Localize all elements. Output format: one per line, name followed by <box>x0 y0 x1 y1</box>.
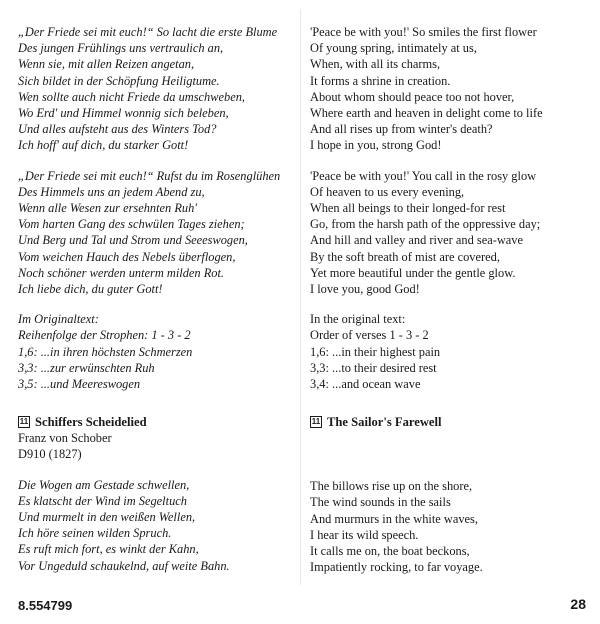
poem-line: It calls me on, the boat beckons, <box>310 544 470 559</box>
poem-line: Wo Erd' und Himmel wonnig sich beleben, <box>18 106 229 121</box>
poem-line: Ich hoff' auf dich, du starker Gott! <box>18 138 189 153</box>
poem-line: And all rises up from winter's death? <box>310 122 493 137</box>
poem-line: Vor Ungeduld schaukelnd, auf weite Bahn. <box>18 558 230 573</box>
poem-line: Order of verses 1 - 3 - 2 <box>310 328 429 343</box>
poem-line: Es ruft mich fort, es winkt der Kahn, <box>18 542 199 557</box>
poem-line: Wen sollte auch nicht Friede da umschweben, <box>18 89 245 104</box>
english-stanza-2 <box>310 168 590 298</box>
poem-line: I love you, good God! <box>310 282 420 297</box>
song-author: Franz von Schober <box>18 431 112 446</box>
poem-line: 3,3: ...to their desired rest <box>310 360 437 375</box>
poem-line: Noch schöner werden unterm milden Rot. <box>18 265 225 280</box>
german-stanza-2 <box>18 168 288 298</box>
german-column <box>18 24 288 574</box>
poem-line: The billows rise up on the shore, <box>310 479 473 494</box>
poem-line: Vom harten Gang des schwülen Tages ziehen; <box>18 217 245 232</box>
poem-line: About whom should peace too not hover, <box>310 89 515 104</box>
german-song-title: Schiffers Scheidelied <box>35 415 147 430</box>
poem-line: Im Originaltext: <box>18 312 99 327</box>
english-original-notes <box>310 311 590 392</box>
poem-line: Where earth and heaven in delight come to life <box>310 106 543 121</box>
poem-line: Wenn sie, mit allen Reizen angetan, <box>18 57 195 72</box>
poem-line: Ich höre seinen wilden Spruch. <box>18 526 172 541</box>
poem-line: Wenn alle Wesen zur ersehnten Ruh' <box>18 201 197 216</box>
poem-line: Sich bildet in der Schöpfung Heiligtume. <box>18 73 220 88</box>
english-column <box>310 24 590 575</box>
poem-line: Go, from the harsh path of the oppressive day; <box>310 217 541 232</box>
poem-line: 3,3: ...zur erwünschten Ruh <box>18 360 155 375</box>
song-catalog: D910 (1827) <box>18 447 82 462</box>
poem-line: Vom weichen Hauch des Nebels überflogen, <box>18 249 236 264</box>
poem-line: When, with all its charms, <box>310 57 441 72</box>
german-stanza-4 <box>18 477 288 574</box>
poem-line: Und murmelt in den weißen Wellen, <box>18 510 196 525</box>
poem-line: Reihenfolge der Strophen: 1 - 3 - 2 <box>18 328 191 343</box>
poem-line: 3,4: ...and ocean wave <box>310 377 421 392</box>
poem-line: I hope in you, strong God! <box>310 138 442 153</box>
poem-line: Impatiently rocking, to far voyage. <box>310 560 483 575</box>
poem-line: Yet more beautiful under the gentle glow. <box>310 265 516 280</box>
poem-line: 1,6: ...in their highest pain <box>310 344 441 359</box>
poem-line: Die Wogen am Gestade schwellen, <box>18 477 190 492</box>
german-track-heading <box>18 414 288 430</box>
poem-line: 'Peace be with you!' You call in the rosy glow <box>310 168 537 183</box>
poem-line: 3,5: ...und Meereswogen <box>18 377 141 392</box>
poem-line: When all beings to their longed-for rest <box>310 201 506 216</box>
english-track-heading <box>310 414 590 430</box>
poem-line: By the soft breath of mist are covered, <box>310 249 500 264</box>
poem-line: Ich liebe dich, du guter Gott! <box>18 282 163 297</box>
poem-line: I hear its wild speech. <box>310 527 419 542</box>
poem-line: Des jungen Frühlings uns vertraulich an, <box>18 41 224 56</box>
poem-line: Es klatscht der Wind im Segeltuch <box>18 493 187 508</box>
english-stanza-4 <box>310 478 590 575</box>
german-original-notes <box>18 311 288 392</box>
catalog-number: 8.554799 <box>18 598 73 613</box>
column-divider <box>300 10 301 585</box>
poem-line: It forms a shrine in creation. <box>310 73 451 88</box>
song-credits <box>18 430 288 462</box>
english-stanza-1 <box>310 24 590 154</box>
poem-line: „Der Friede sei mit euch!“ So lacht die erste Blume <box>18 25 278 39</box>
poem-line: 'Peace be with you!' So smiles the first flower <box>310 25 537 39</box>
poem-line: 1,6: ...in ihren höchsten Schmerzen <box>18 344 193 359</box>
poem-line: Of heaven to us every evening, <box>310 184 465 199</box>
poem-line: Und alles aufsteht aus des Winters Tod? <box>18 122 217 137</box>
track-number-badge: 11 <box>311 417 321 427</box>
poem-line: And murmurs in the white waves, <box>310 511 478 526</box>
german-stanza-1 <box>18 24 288 154</box>
english-song-title: The Sailor's Farewell <box>327 415 442 430</box>
poem-line: And hill and valley and river and sea-wave <box>310 233 523 248</box>
poem-line: The wind sounds in the sails <box>310 495 451 510</box>
poem-line: Des Himmels uns an jedem Abend zu, <box>18 184 205 199</box>
poem-line: Und Berg und Tal und Strom und Seeeswogen, <box>18 233 248 248</box>
poem-line: In the original text: <box>310 312 406 327</box>
poem-line: „Der Friede sei mit euch!“ Rufst du im Rosenglühen <box>18 168 281 183</box>
track-number-badge: 11 <box>19 417 29 427</box>
page-number: 28 <box>570 596 586 612</box>
poem-line: Of young spring, intimately at us, <box>310 41 477 56</box>
